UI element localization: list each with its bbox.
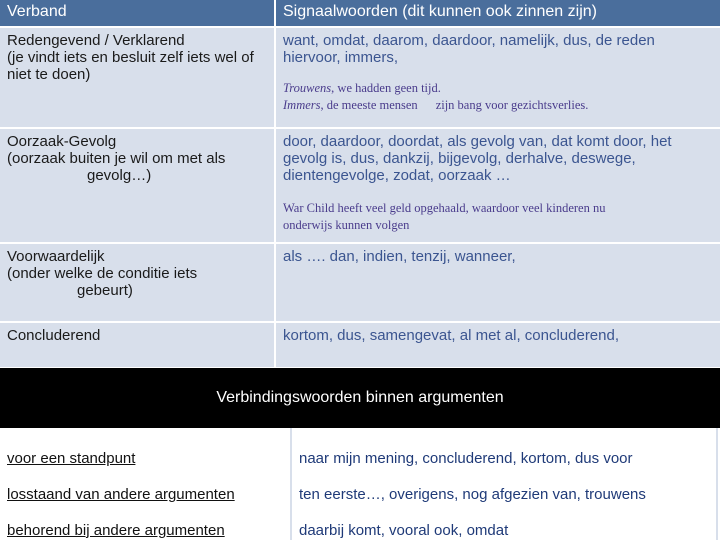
banner (0, 368, 720, 428)
example-immers-end: zijn bang voor gezichtsverlies. (435, 98, 589, 112)
row-oorzaak-example-2: onderwijs kunnen volgen (283, 218, 410, 232)
row-redengevend-example-1 (283, 80, 713, 97)
row-voorwaardelijk-sub: (onder welke de conditie iets (7, 265, 198, 282)
example-immers: Immers (283, 98, 321, 112)
bottom-row-1-value: naar mijn mening, concluderend, kortom, dus voor (299, 450, 714, 467)
banner-title: Verbindingswoorden binnen argumenten (216, 389, 504, 406)
example-trouwens: Trouwens (283, 81, 332, 95)
row-voorwaardelijk-label: Voorwaardelijk (7, 248, 105, 265)
row-oorzaak-words-cell (276, 129, 720, 242)
row-redengevend-words: want, omdat, daarom, daardoor, namelijk, dus, de reden hiervoor, immers, (283, 32, 655, 66)
row-oorzaak-sub: (oorzaak buiten je wil om met als (7, 150, 226, 167)
bottom-table (0, 428, 720, 540)
bottom-row-2-value: ten eerste…, overigens, nog afgezien van, trouwens (299, 486, 714, 503)
bottom-row-3-label (7, 522, 287, 539)
row-oorzaak-label: Oorzaak-Gevolg (7, 133, 117, 150)
row-oorzaak-label-cell (0, 129, 274, 242)
row-voorwaardelijk-words-cell (276, 244, 720, 321)
header-verband (0, 0, 274, 26)
header-signaalwoorden (276, 0, 720, 26)
row-concluderend-label-cell (0, 323, 274, 367)
row-concluderend-words: kortom, dus, samengevat, al met al, concluderend, (283, 327, 620, 344)
row-voorwaardelijk-words: als …. dan, indien, tenzij, wanneer, (283, 248, 516, 265)
header-signaalwoorden-text: Signaalwoorden (dit kunnen ook zinnen zijn) (283, 3, 597, 20)
bottom-row-2-label-text: losstaand van andere argumenten (7, 486, 235, 503)
row-oorzaak-words: door, daardoor, doordat, als gevolg van, dat komt door, het gevolg is, dus, dankzij, bijgevolg, derhalve, deswege, dientengevolge, zodat, oorzaak … (283, 133, 672, 184)
bottom-row-3-value: daarbij komt, vooral ook, omdat (299, 522, 714, 539)
row-concluderend-label: Concluderend (7, 327, 101, 344)
row-redengevend-label-cell (0, 28, 274, 127)
bottom-table-right-border (716, 428, 718, 540)
bottom-row-1-label (7, 450, 287, 467)
row-redengevend-example-2 (283, 97, 713, 114)
example-immers-mid: , de meeste mensen (320, 98, 418, 112)
bottom-row-1-label-text: voor een standpunt (7, 450, 136, 467)
row-voorwaardelijk-label-cell (0, 244, 274, 321)
row-redengevend-sub: (je vindt iets en besluit zelf iets wel of niet te doen) (7, 49, 254, 83)
row-redengevend-words-cell (276, 28, 720, 127)
row-oorzaak-sub2: gevolg…) (87, 167, 152, 184)
bottom-table-divider (290, 428, 292, 540)
row-oorzaak-example-1: War Child heeft veel geld opgehaald, waardoor veel kinderen nu (283, 201, 606, 215)
header-verband-text: Verband (7, 3, 67, 20)
row-concluderend-words-cell (276, 323, 720, 367)
example-trouwens-rest: , we hadden geen tijd. (331, 81, 441, 95)
row-voorwaardelijk-sub2: gebeurt) (77, 282, 133, 299)
bottom-row-2-label (7, 486, 287, 503)
row-redengevend-label: Redengevend / Verklarend (7, 32, 185, 49)
bottom-row-3-label-text: behorend bij andere argumenten (7, 522, 225, 539)
